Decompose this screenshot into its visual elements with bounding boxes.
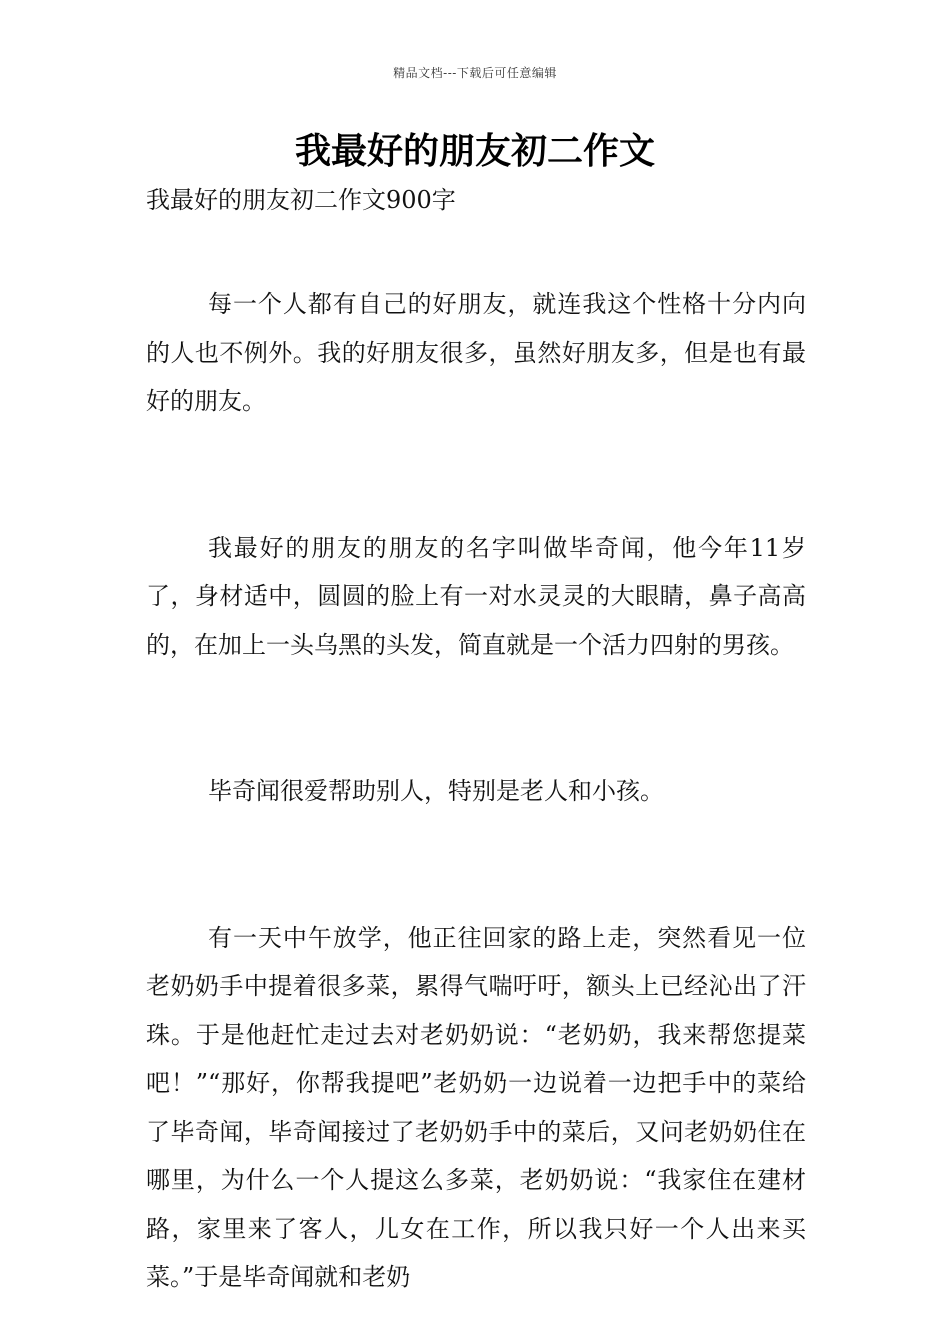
document-title: 我最好的朋友初二作文 — [294, 131, 655, 172]
paragraph: 毕奇闻很爱帮助别人，特别是老人和小孩。 — [208, 777, 664, 805]
paragraph: 每一个人都有自己的好朋友，就连我这个性格十分内向的人也不例外。我的好朋友很多，虽然好朋友多，但是也有最好的朋友。 — [146, 290, 806, 415]
paragraph: 我最好的朋友的朋友的名字叫做毕奇闻，他今年11岁了，身材适中，圆圆的脸上有一对水灵灵的大眼睛，鼻子高高的，在加上一头乌黑的头发，简直就是一个活力四射的男孩。 — [146, 533, 806, 659]
document-body — [146, 280, 806, 1302]
paragraph: 有一天中午放学，他正往回家的路上走，突然看见一位老奶奶手中提着很多菜，累得气喘吁吁，额头上已经沁出了汗珠。于是他赶忙走过去对老奶奶说：“老奶奶，我来帮您提菜吧！”“那好，你帮我提吧”老奶奶一边说着一边把手中的菜给了毕奇闻，毕奇闻接过了老奶奶手中的菜后，又问老奶奶住在哪里，为什么一个人提这么多菜，老奶奶说：“我家住在建材路，家里来了客人，儿女在工作，所以我只好一个人出来买菜。”于是毕奇闻就和老奶 — [146, 923, 806, 1291]
document-subtitle: 我最好的朋友初二作文900字 — [146, 186, 456, 214]
page-header: 精品文档---下载后可任意编辑 — [393, 66, 557, 80]
